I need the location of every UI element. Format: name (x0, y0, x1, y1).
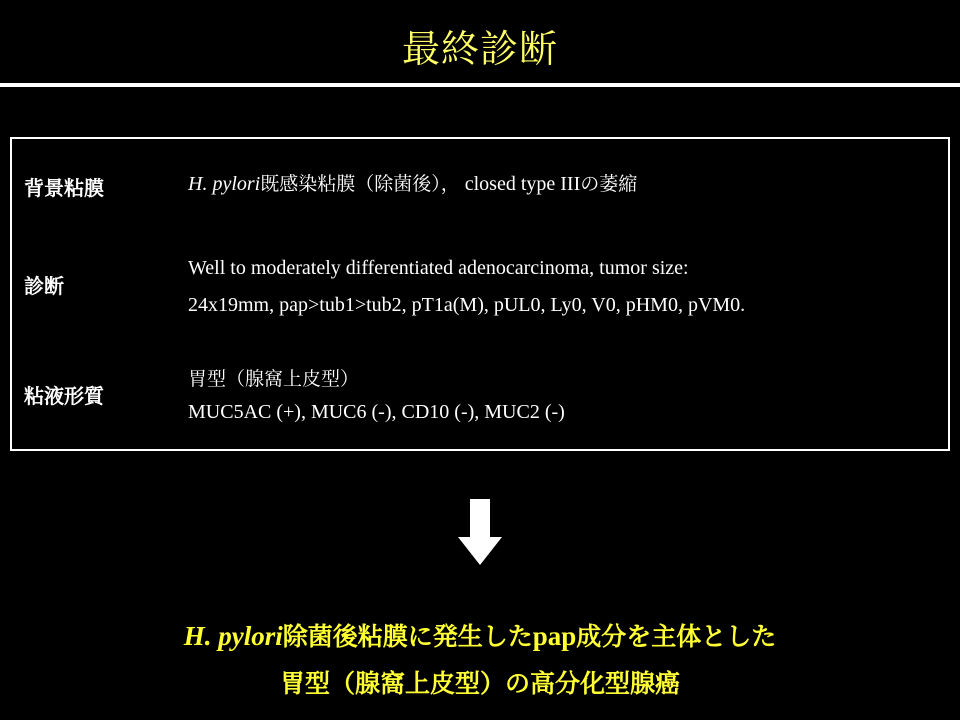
row-value-background-mucosa (188, 169, 637, 199)
row-label-background-mucosa: 背景粘膜 (24, 176, 104, 200)
down-arrow-icon (458, 499, 502, 565)
mucin-gastric-type: 胃型（腺窩上皮型） (188, 368, 360, 390)
background-mucosa-atrophy: の萎縮 (580, 173, 638, 195)
conclusion-line2: 胃型（腺窩上皮型）の高分化型腺癌 (279, 669, 680, 698)
row-value-mucin-line2: MUC5AC (+), MUC6 (-), CD10 (-), MUC2 (-) (188, 401, 565, 423)
hpylori-italic: H. pylori (188, 173, 261, 195)
conclusion-hpylori: H. pylori (183, 621, 283, 651)
conclusion-jp-a: 除菌後粘膜に発生した (282, 622, 533, 651)
conclusion-jp-b: 成分を主体とした (576, 622, 777, 651)
title-divider (0, 83, 960, 87)
slide-title: 最終診断 (401, 27, 558, 71)
row-value-mucin-line1 (188, 364, 359, 394)
row-value-diagnosis-line2: 24x19mm, pap>tub1>tub2, pT1a(M), pUL0, Ly0, V0, pHM0, pVM0. (188, 294, 746, 316)
conclusion-pap: pap (532, 621, 577, 651)
diagnosis-box (10, 137, 950, 451)
background-mucosa-jp: 既感染粘膜（除菌後）， (260, 173, 460, 195)
row-label-mucin-phenotype: 粘液形質 (24, 384, 104, 408)
background-mucosa-type: closed type III (459, 173, 581, 195)
row-label-diagnosis: 診断 (24, 274, 64, 298)
row-value-diagnosis-line1: Well to moderately differentiated adenocarcinoma, tumor size: (188, 257, 689, 279)
conclusion-line1 (0, 617, 960, 653)
